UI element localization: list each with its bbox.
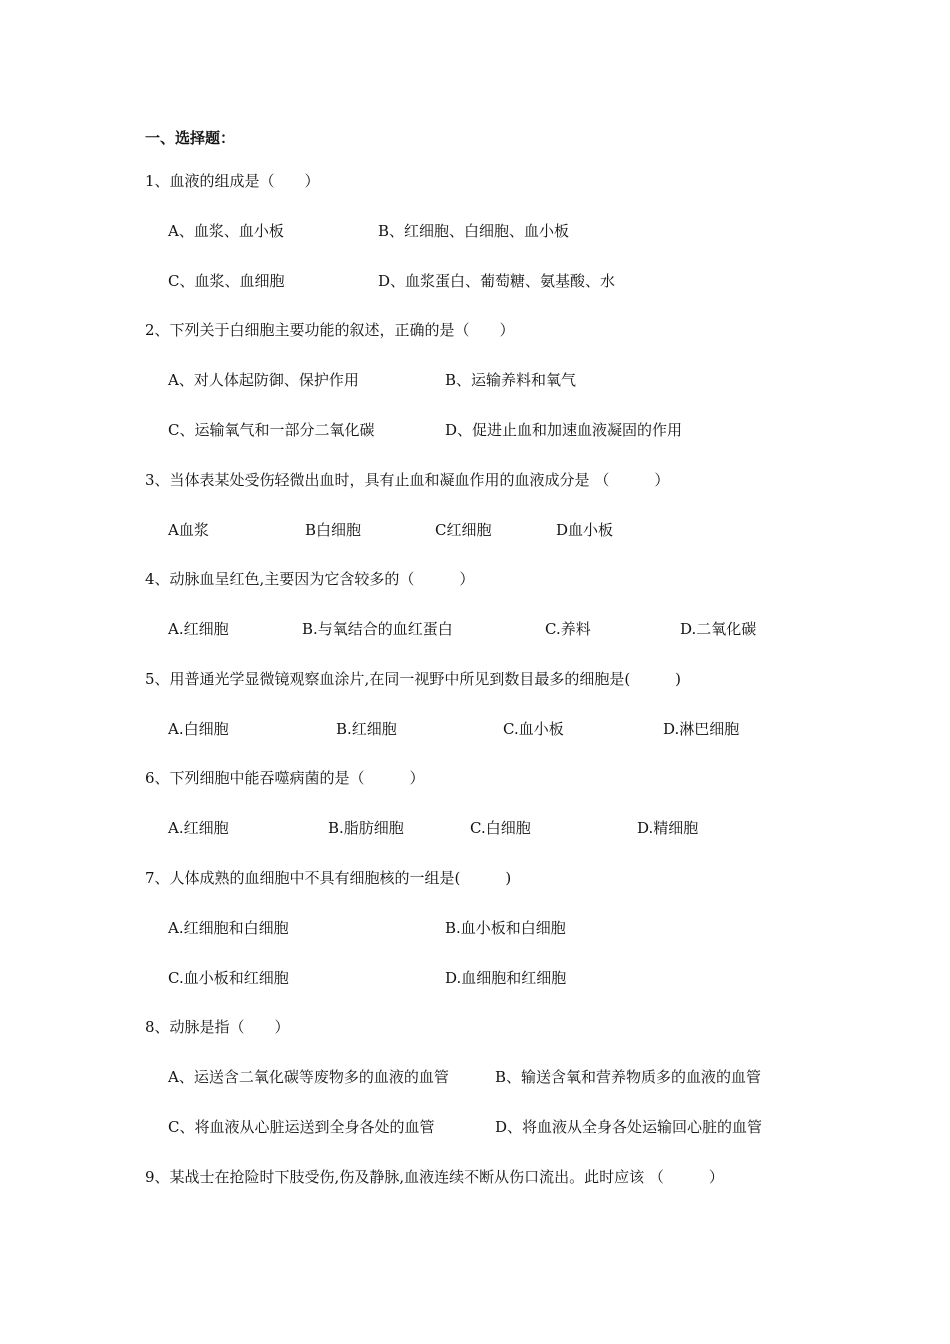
option-a: A.白细胞 [168, 720, 229, 738]
option-d: D、将血液从全身各处运输回心脏的血管 [495, 1118, 763, 1136]
question-stem: 4、动脉血呈红色,主要因为它含较多的（ ） [145, 570, 475, 588]
option-c: C、将血液从心脏运送到全身各处的血管 [168, 1118, 435, 1136]
option-c: C.养料 [545, 620, 591, 638]
option-a: A.红细胞 [168, 620, 229, 638]
option-d: D、血浆蛋白、葡萄糖、氨基酸、水 [378, 272, 616, 290]
option-b: B.红细胞 [336, 720, 397, 738]
option-c: C红细胞 [435, 521, 492, 539]
option-c: C.血小板和红细胞 [168, 969, 289, 987]
option-a: A.红细胞 [168, 819, 229, 837]
question-stem: 9、某战士在抢险时下肢受伤,伤及静脉,血液连续不断从伤口流出。此时应该 （ ） [145, 1168, 724, 1186]
option-c: C.血小板 [503, 720, 564, 738]
option-b: B、输送含氧和营养物质多的血液的血管 [495, 1068, 762, 1086]
option-a: A、对人体起防御、保护作用 [168, 371, 359, 389]
question-stem: 7、人体成熟的血细胞中不具有细胞核的一组是( ) [145, 869, 512, 887]
option-d: D.二氧化碳 [680, 620, 757, 638]
option-a: A、血浆、血小板 [168, 222, 284, 240]
option-d: D.淋巴细胞 [663, 720, 740, 738]
option-d: D.精细胞 [637, 819, 699, 837]
question-stem: 5、用普通光学显微镜观察血涂片,在同一视野中所见到数目最多的细胞是( ) [145, 670, 682, 688]
option-b: B.血小板和白细胞 [445, 919, 566, 937]
question-stem: 3、当体表某处受伤轻微出血时，具有止血和凝血作用的血液成分是 （ ） [145, 471, 670, 489]
option-a: A.红细胞和白细胞 [168, 919, 289, 937]
option-b: B.与氧结合的血红蛋白 [302, 620, 453, 638]
option-c: C、血浆、血细胞 [168, 272, 285, 290]
section-title: 一、选择题： [145, 129, 236, 147]
option-c: C.白细胞 [470, 819, 531, 837]
option-b: B、运输养料和氧气 [445, 371, 577, 389]
option-a: A、运送含二氧化碳等废物多的血液的血管 [168, 1068, 449, 1086]
option-b: B白细胞 [305, 521, 362, 539]
option-b: B.脂肪细胞 [328, 819, 404, 837]
question-stem: 1、血液的组成是（ ） [145, 172, 320, 190]
option-b: B、红细胞、白细胞、血小板 [378, 222, 570, 240]
option-c: C、运输氧气和一部分二氧化碳 [168, 421, 375, 439]
option-d: D血小板 [556, 521, 614, 539]
question-stem: 2、下列关于白细胞主要功能的叙述，正确的是（ ） [145, 321, 515, 339]
option-a: A血浆 [168, 521, 209, 539]
question-stem: 8、动脉是指（ ） [145, 1018, 290, 1036]
question-stem: 6、下列细胞中能吞噬病菌的是（ ） [145, 769, 425, 787]
option-d: D.血细胞和红细胞 [445, 969, 567, 987]
option-d: D、促进止血和加速血液凝固的作用 [445, 421, 683, 439]
